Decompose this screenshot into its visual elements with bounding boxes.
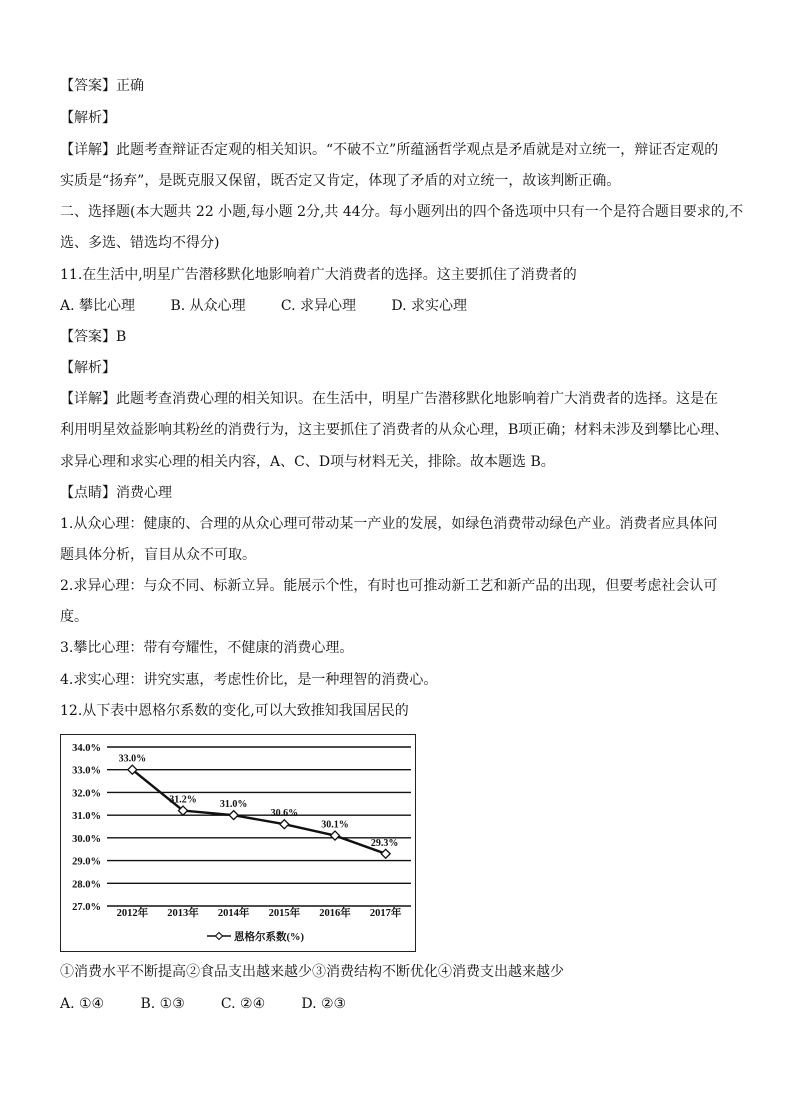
q11-tip2-line2: 度。 <box>60 609 88 625</box>
data-label: 31.2% <box>169 794 197 806</box>
y-tick-label: 28.0% <box>72 879 101 891</box>
x-tick-label: 2015年 <box>268 908 301 919</box>
y-tick-label: 29.0% <box>72 856 101 868</box>
y-tick-label: 31.0% <box>72 811 101 823</box>
data-point <box>280 820 289 829</box>
y-tick-label: 34.0% <box>72 743 101 754</box>
x-tick-label: 2013年 <box>167 908 199 919</box>
q11-option-a[interactable]: A. 攀比心理 <box>60 298 136 314</box>
q12-stem: 12.从下表中恩格尔系数的变化,可以大致推知我国居民的 <box>60 703 409 719</box>
y-tick-label: 27.0% <box>72 902 101 913</box>
q11-tip3: 3.攀比心理：带有夸耀性，不健康的消费心理。 <box>60 640 354 656</box>
series-line <box>132 770 385 854</box>
q12-option-d[interactable]: D. ②③ <box>301 996 347 1012</box>
engel-chart-svg <box>61 735 414 950</box>
q12-option-a[interactable]: A. ①④ <box>60 996 105 1012</box>
q12-option-b[interactable]: B. ①③ <box>140 996 185 1012</box>
data-label: 30.6% <box>270 808 299 820</box>
data-label: 29.3% <box>370 837 399 849</box>
q11-options <box>60 296 467 316</box>
q11-detail-line3: 求异心理和求实心理的相关内容，A、C、D项与材料无关，排除。故本题选 B。 <box>60 454 555 470</box>
q11-detail-line2: 利用明星效益影响其粉丝的消费行为，这主要抓住了消费者的从众心理，B项正确；材料未涉及到攀比心理、 <box>60 422 729 438</box>
q11-stem: 11.在生活中,明星广告潜移默化地影响着广大消费者的选择。这主要抓住了消费者的 <box>60 267 577 283</box>
x-tick-label: 2017年 <box>369 908 402 919</box>
x-tick-label: 2012年 <box>116 908 149 919</box>
q10-detail-line2: 实质是“扬弃”，是既克服又保留，既否定又肯定，体现了矛盾的对立统一，故该判断正确。 <box>60 173 621 189</box>
data-label: 30.1% <box>321 819 349 831</box>
data-point <box>229 811 238 820</box>
q10-answer: 【答案】正确 <box>60 78 144 94</box>
q11-detail-line1: 【详解】此题考查消费心理的相关知识。在生活中，明星广告潜移默化地影响着广大消费者的选择。这是在 <box>60 391 718 407</box>
data-label: 33.0% <box>118 753 147 765</box>
q11-tip1-line2: 题具体分析，盲目从众不可取。 <box>60 547 256 563</box>
q10-analysis: 【解析】 <box>60 110 116 126</box>
q12-option-c[interactable]: C. ②④ <box>220 996 266 1012</box>
section2-line1: 二、选择题(本大题共 22 小题,每小题 2分,共 44分。每小题列出的四个备选项中只有一个是符合题目要求的,不 <box>60 204 744 220</box>
q11-answer: 【答案】B <box>60 329 127 345</box>
q11-option-d[interactable]: D. 求实心理 <box>391 298 467 314</box>
q11-tip-title: 【点睛】消费心理 <box>60 485 172 501</box>
x-tick-label: 2016年 <box>319 908 351 919</box>
q10-detail-line1: 【详解】此题考查辩证否定观的相关知识。“不破不立”所蕴涵哲学观点是矛盾就是对立统一，辩证否定观的 <box>60 142 719 158</box>
y-tick-label: 30.0% <box>72 833 101 845</box>
q12-statements: ①消费水平不断提高②食品支出越来越少③消费结构不断优化④消费支出越来越少 <box>60 964 564 980</box>
data-point <box>331 831 340 840</box>
legend-label: 恩格尔系数(%) <box>234 932 304 943</box>
legend-marker <box>216 933 223 940</box>
q11-tip4: 4.求实心理：讲究实惠，考虑性价比，是一种理智的消费心。 <box>60 672 438 688</box>
q11-analysis: 【解析】 <box>60 360 116 376</box>
data-point <box>381 849 390 858</box>
data-label: 31.0% <box>219 799 248 811</box>
q11-option-b[interactable]: B. 从众心理 <box>170 298 246 314</box>
x-tick-label: 2014年 <box>217 908 250 919</box>
y-tick-label: 32.0% <box>72 788 101 800</box>
q12-options <box>60 994 346 1014</box>
q11-tip2-line1: 2.求异心理：与众不同、标新立异。能展示个性，有时也可推动新工艺和新产品的出现，但要考虑社会认可 <box>60 578 718 594</box>
section2-line2: 选、多选、错选均不得分) <box>60 235 220 251</box>
q11-option-c[interactable]: C. 求异心理 <box>280 298 357 314</box>
engel-chart <box>60 734 416 952</box>
y-tick-label: 33.0% <box>72 765 101 777</box>
q11-tip1-line1: 1.从众心理：健康的、合理的从众心理可带动某一产业的发展，如绿色消费带动绿色产业。消费者应具体问 <box>60 516 718 532</box>
